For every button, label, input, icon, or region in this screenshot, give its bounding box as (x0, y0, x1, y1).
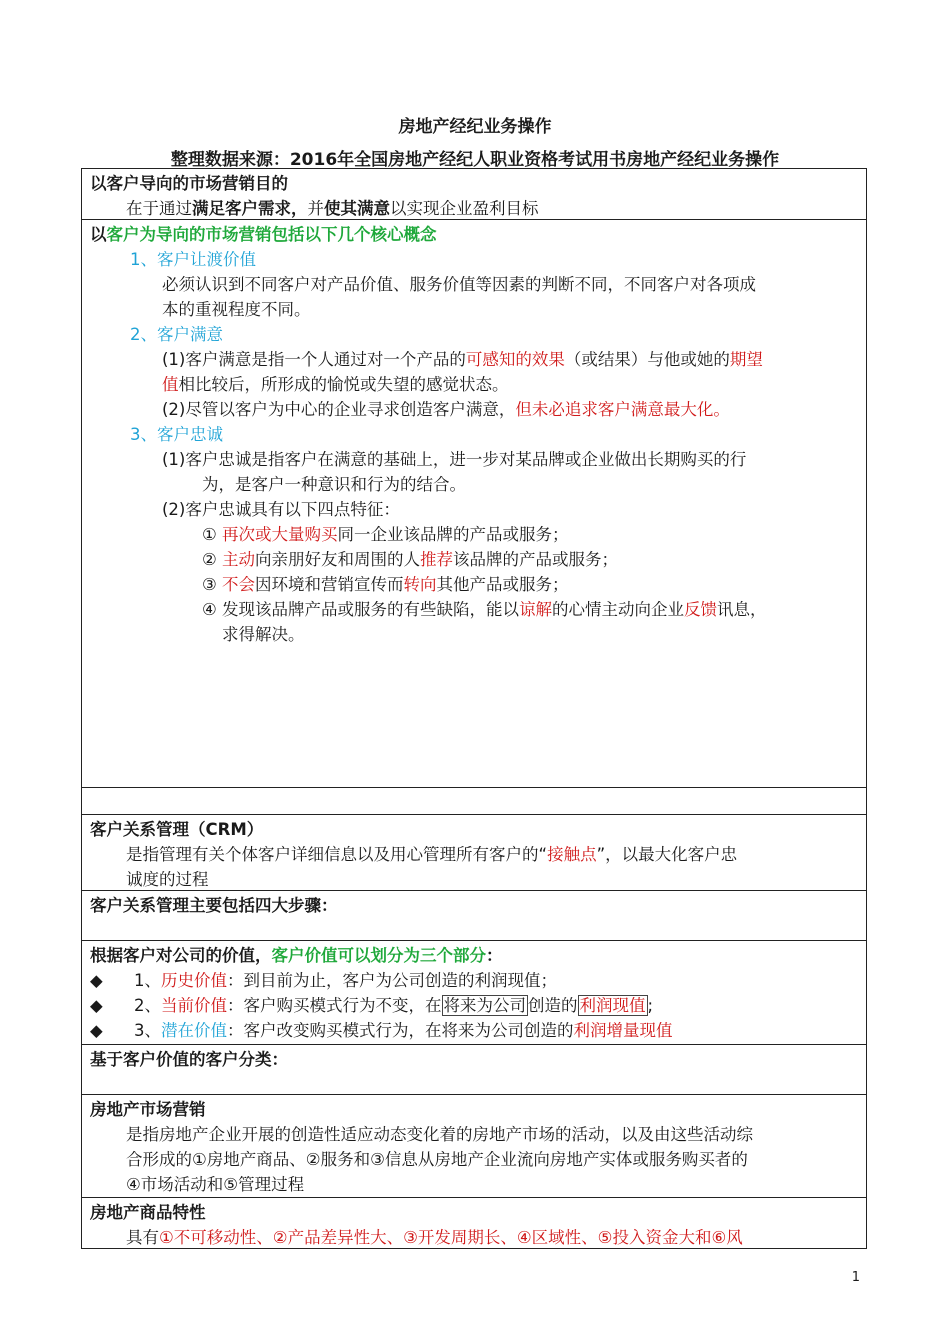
section-product-characteristics (82, 1198, 866, 1248)
feature-item: ③ 不会因环境和营销宣传而转向其他产品或服务； (202, 575, 569, 594)
concept-title-3: 3、客户忠诚 (130, 425, 223, 444)
bullet-icon: ◆ (90, 1021, 103, 1040)
section-text: 合形成的①房地产商品、②服务和③信息从房地产企业流向房地产实体或服务购买者的 (126, 1150, 748, 1169)
section-text: 具有①不可移动性、②产品差异性大、③开发周期长、④区域性、⑤投入资金大和⑥风 (126, 1228, 743, 1247)
page-subtitle: 整理数据来源：2016年全国房地产经纪人职业资格考试用书房地产经纪业务操作 (170, 150, 780, 170)
section-crm (82, 815, 866, 891)
section-heading: 基于客户价值的客户分类： (90, 1050, 288, 1069)
section-text: 在于通过满足客户需求，并使其满意以实现企业盈利目标 (126, 199, 539, 218)
section-marketing-goal (82, 169, 866, 220)
value-item: ◆ 2、当前价值：客户购买模式行为不变，在 将来为公司 创造的 利润现值 ; (90, 993, 858, 1018)
concept-title-2: 2、客户满意 (130, 325, 223, 344)
section-heading: 房地产市场营销 (90, 1100, 206, 1119)
section-customer-classification (82, 1045, 866, 1095)
section-heading: 根据客户对公司的价值，客户价值可以划分为三个部分： (90, 946, 503, 965)
section-core-concepts (82, 220, 866, 788)
feature-item: ② 主动向亲朋好友和周围的人推荐该品牌的产品或服务； (202, 550, 619, 569)
section-crm-steps (82, 891, 866, 941)
section-heading: 客户关系管理（CRM） (90, 820, 264, 839)
feature-item: ① 再次或大量购买同一企业该品牌的产品或服务； (202, 525, 569, 544)
concept-text: (2)客户忠诚具有以下四点特征： (162, 500, 400, 519)
section-heading: 客户关系管理主要包括四大步骤： (90, 896, 338, 915)
section-heading: 以客户为导向的市场营销包括以下几个核心概念 (90, 225, 437, 244)
section-text: 诚度的过程 (126, 870, 209, 889)
section-text: 是指房地产企业开展的创造性适应动态变化着的房地产市场的活动，以及由这些活动综 (126, 1125, 753, 1144)
section-text: ④市场活动和⑤管理过程 (126, 1175, 305, 1194)
section-customer-value (82, 941, 866, 1045)
bullet-icon: ◆ (90, 971, 103, 990)
section-real-estate-marketing (82, 1095, 866, 1198)
concept-text: 为，是客户一种意识和行为的结合。 (202, 475, 466, 494)
concept-text: (1)客户忠诚是指客户在满意的基础上，进一步对某品牌或企业做出长期购买的行 (162, 450, 747, 469)
section-heading: 房地产商品特性 (90, 1203, 206, 1222)
concept-text: (2)尽管以客户为中心的企业寻求创造客户满意，但未必追求客户满意最大化。 (162, 400, 730, 419)
bullet-icon: ◆ (90, 996, 103, 1015)
section-text: 是指管理有关个体客户详细信息以及用心管理所有客户的“接触点”，以最大化客户忠 (126, 845, 738, 864)
concept-title-1: 1、客户让渡价值 (130, 250, 256, 269)
page-title: 房地产经纪业务操作 (398, 117, 552, 137)
concept-text: (1)客户满意是指一个人通过对一个产品的可感知的效果（或结果）与他或她的期望 (162, 350, 763, 369)
feature-item: ④ 发现该品牌产品或服务的有些缺陷，能以谅解的心情主动向企业反馈讯息， (202, 600, 767, 619)
value-item: ◆ 3、潜在价值：客户改变购买模式行为，在将来为公司创造的利润增量现值 (90, 1018, 858, 1043)
value-item: ◆ 1、历史价值：到目前为止，客户为公司创造的利润现值； (90, 968, 858, 993)
page-number: 1 (851, 1270, 860, 1285)
empty-row (82, 788, 866, 815)
feature-item: 求得解决。 (222, 625, 305, 644)
concept-text: 本的重视程度不同。 (162, 300, 311, 319)
notes-table (81, 168, 867, 1249)
concept-text: 值相比较后，所形成的愉悦或失望的感觉状态。 (162, 375, 509, 394)
concept-text: 必须认识到不同客户对产品价值、服务价值等因素的判断不同，不同客户对各项成 (162, 275, 756, 294)
section-heading: 以客户导向的市场营销目的 (90, 174, 288, 193)
